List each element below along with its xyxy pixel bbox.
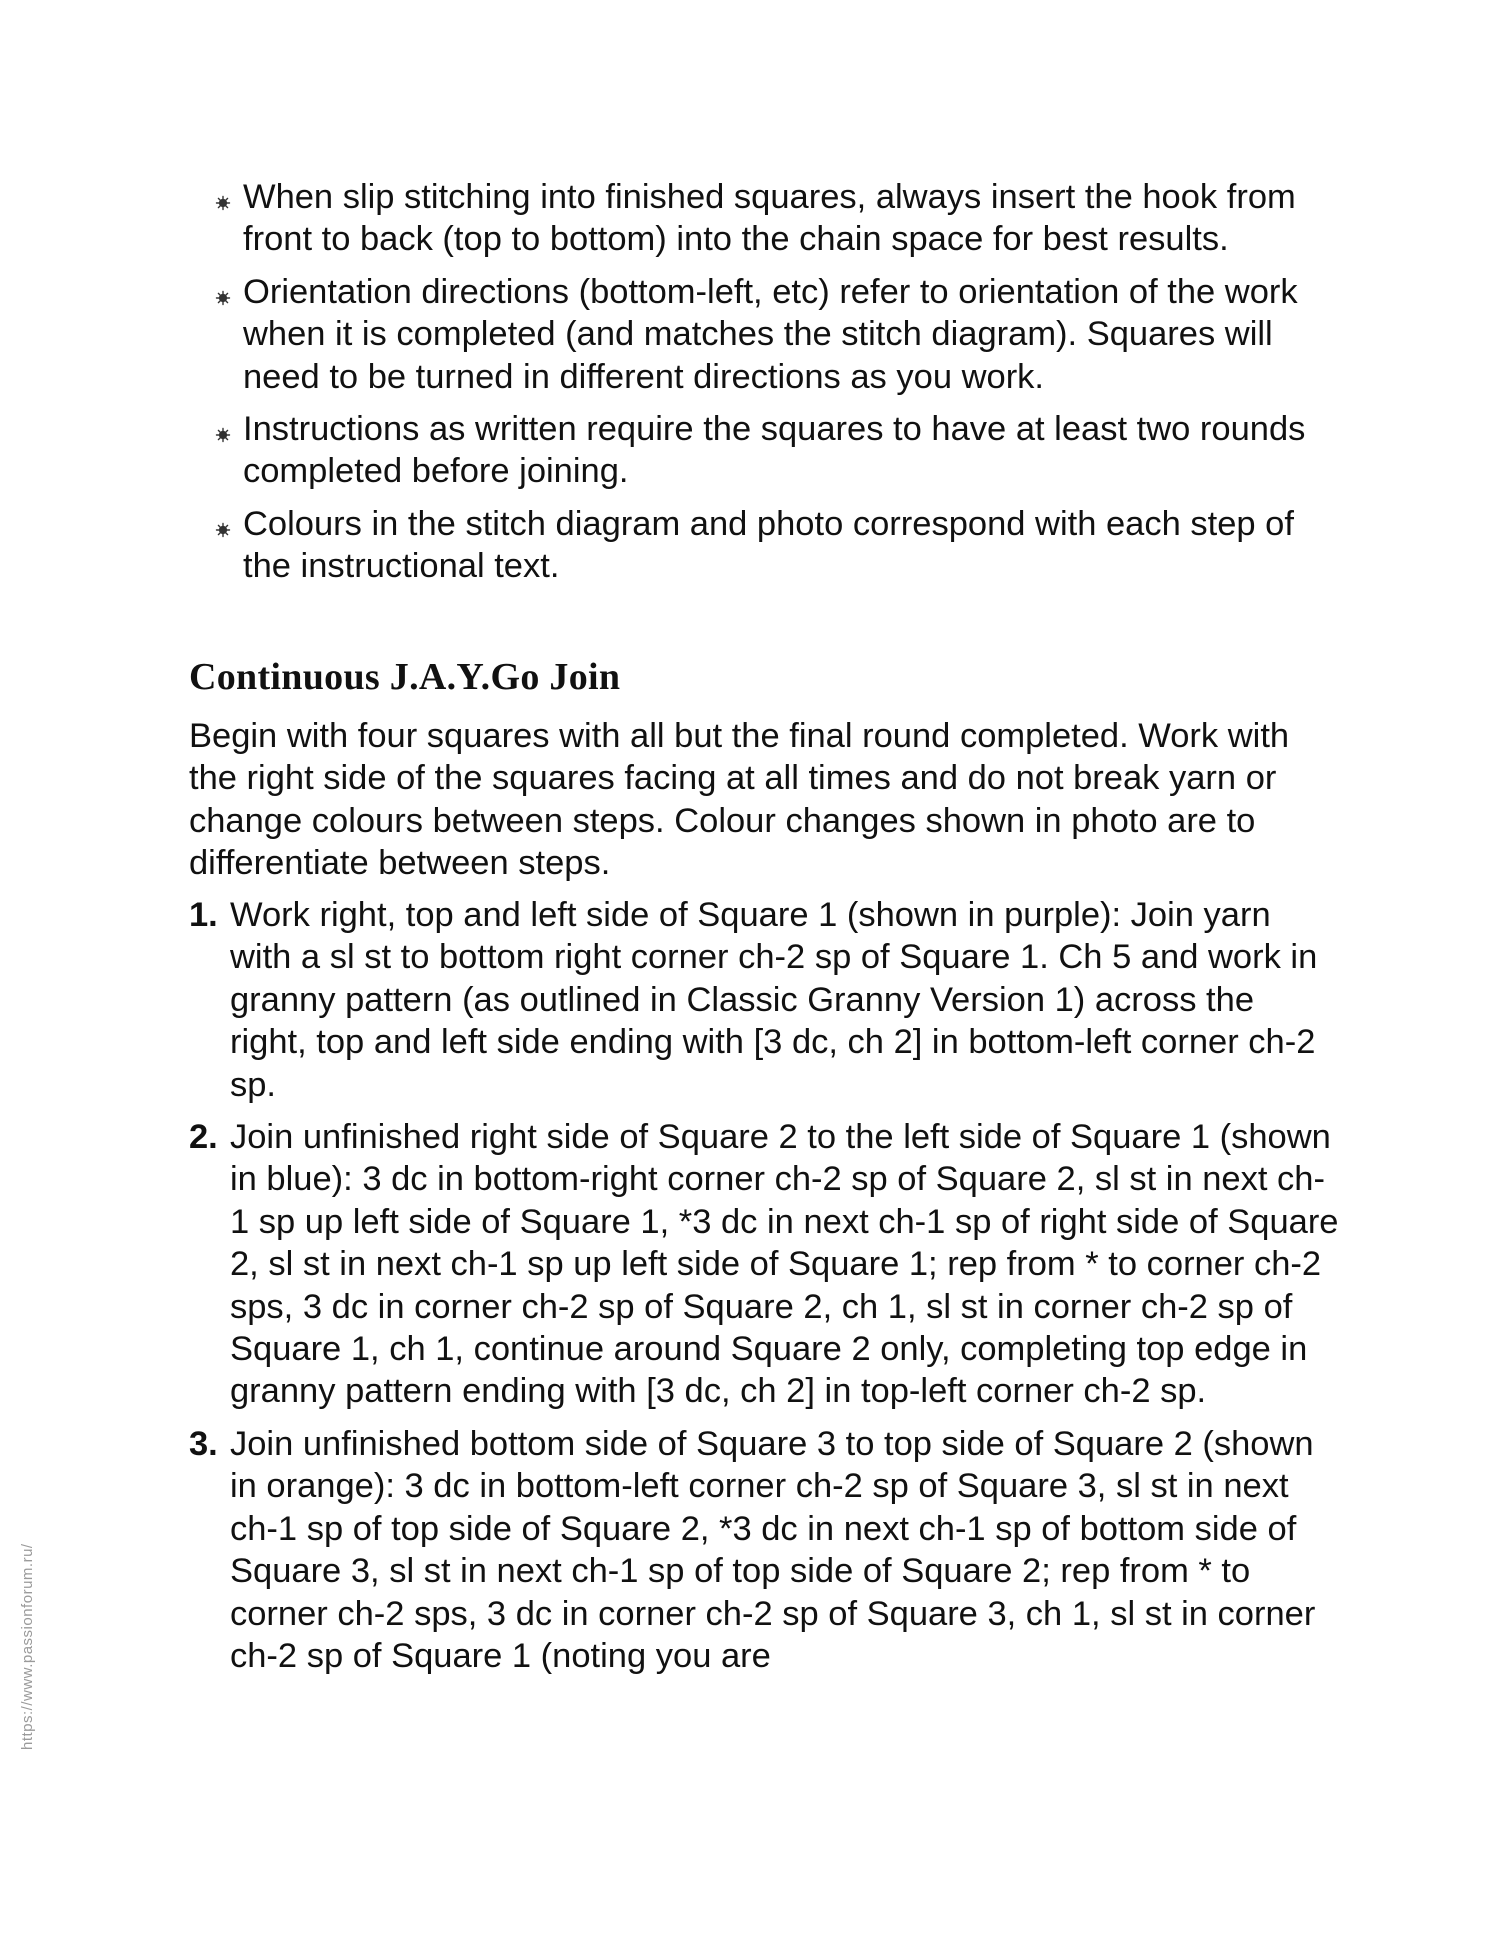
step-number: 2. bbox=[189, 1118, 218, 1157]
steps-list bbox=[189, 894, 1339, 1687]
tip-text: When slip stitching into finished squares, always insert the hook from front to back (top to bottom) into the chain space for best results. bbox=[243, 178, 1296, 259]
tip-item bbox=[211, 503, 1341, 588]
tip-text: Orientation directions (bottom-left, etc) refer to orientation of the work when it is completed (and matches the stitch diagram). Squares will need to be turned in different directions as you work. bbox=[243, 272, 1298, 396]
tips-list bbox=[211, 176, 1341, 598]
asterisk-star-icon bbox=[215, 195, 231, 211]
step-text: Join unfinished right side of Square 2 to the left side of Square 1 (shown in blue): 3 dc in bottom-right corner ch-2 sp of Square 2, sl st in next ch-1 sp up left side of Square 1, *3 dc in next ch-1 sp of right side of Square 2, sl st in next ch-1 sp up left side of Square 1; rep from * to corner ch-2 sps, 3 dc in corner ch-2 sp of Square 2, ch 1, sl st in corner ch-2 sp of Square 1, ch 1, continue around Square 2 only, completing top edge in granny pattern ending with [3 dc, ch 2] in top-left corner ch-2 sp. bbox=[230, 1118, 1339, 1411]
step-number: 1. bbox=[189, 896, 218, 934]
tip-text: Instructions as written require the squares to have at least two rounds completed before joining. bbox=[243, 410, 1306, 491]
tip-text: Colours in the stitch diagram and photo correspond with each step of the instructional text. bbox=[243, 504, 1294, 586]
tip-item bbox=[211, 408, 1341, 493]
watermark-url: https://www.passionforum.ru/ bbox=[19, 1543, 36, 1750]
asterisk-star-icon bbox=[215, 427, 231, 443]
asterisk-star-icon bbox=[215, 290, 231, 306]
step-number: 3. bbox=[189, 1424, 218, 1463]
step-item bbox=[189, 1116, 1339, 1413]
step-item bbox=[189, 894, 1339, 1106]
tip-item bbox=[211, 271, 1341, 398]
step-text: Work right, top and left side of Square 1 (shown in purple): Join yarn with a sl st to bottom right corner ch-2 sp of Square 1. Ch 5 and work in granny pattern (as outlined in Classic Granny Version 1) across the right, top and left side ending with [3 dc, ch 2] in bottom-left corner ch-2 sp. bbox=[230, 896, 1318, 1104]
step-item bbox=[189, 1423, 1339, 1677]
intro-paragraph: Begin with four squares with all but the final round completed. Work with the right side of the squares facing at all times and do not break yarn or change colours between steps. Colour changes shown in photo are to differentiate between steps. bbox=[189, 717, 1290, 883]
tip-item bbox=[211, 176, 1341, 261]
section-heading: Continuous J.A.Y.Go Join bbox=[189, 656, 621, 698]
asterisk-star-icon bbox=[215, 522, 231, 538]
step-text: Join unfinished bottom side of Square 3 to top side of Square 2 (shown in orange): 3 dc in bottom-left corner ch-2 sp of Square 3, sl st in next ch-1 sp of top side of Square 2, *3 dc in next ch-1 sp of bottom side of Square 3, sl st in next ch-1 sp of top side of Square 2; rep from * to corner ch-2 sps, 3 dc in corner ch-2 sp of Square 3, ch 1, sl st in corner ch-2 sp of Square 1 (noting you are bbox=[230, 1424, 1316, 1675]
